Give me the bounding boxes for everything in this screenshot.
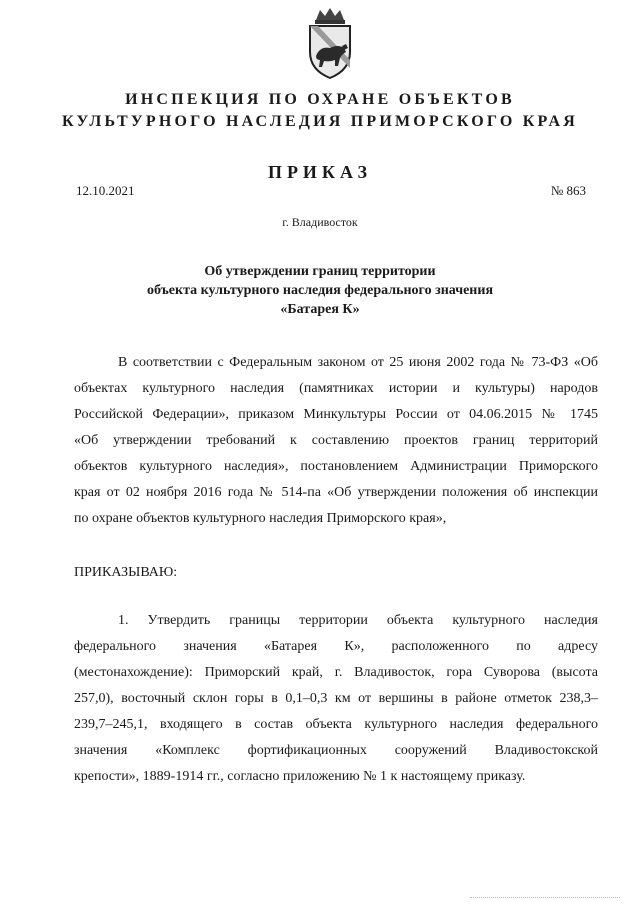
paragraph-line: В соответствии с Федеральным законом от 25 июня 2002 года № 73-ФЗ «Об	[118, 355, 598, 370]
paragraph-line: (местонахождение): Приморский край, г. Владивосток, гора Суворова (высота	[74, 665, 598, 680]
order-date: 12.10.2021	[76, 183, 135, 198]
paragraph-line: федерального значения «Батарея К», расположенного по адресу	[74, 639, 598, 654]
item-1-paragraph	[74, 608, 598, 790]
order-number: № 863	[550, 183, 586, 198]
scan-artifact-line	[470, 897, 620, 899]
paragraph-line: объектов культурного наследия», постановлением Администрации Приморского	[74, 459, 598, 474]
subject-line: объекта культурного наследия федерального значения	[146, 283, 494, 298]
preamble-paragraph	[74, 350, 598, 532]
paragraph-line: «Об утверждении требований к составлению проектов границ территорий	[74, 433, 598, 448]
paragraph-line: 1. Утвердить границы территории объекта культурного наследия	[118, 613, 598, 628]
paragraph-line: Российской Федерации», приказом Минкультуры России от 04.06.2015 № 1745	[74, 407, 598, 422]
coat-of-arms-tiger-icon	[302, 6, 358, 80]
directive-word: ПРИКАЗЫВАЮ:	[74, 565, 178, 580]
subject-line: Об утверждении границ территории	[204, 264, 436, 279]
order-city: г. Владивосток	[282, 215, 358, 229]
organization-name-line2: КУЛЬТУРНОГО НАСЛЕДИЯ ПРИМОРСКОГО КРАЯ	[62, 113, 578, 130]
paragraph-line: значения «Комплекс фортификационных сооружений Владивостокской	[74, 743, 598, 758]
paragraph-line: 257,0), восточный склон горы в 0,1–0,3 км от вершины в районе отметок 238,3–	[74, 691, 598, 706]
order-title: ПРИКАЗ	[267, 162, 373, 182]
subject-line: «Батарея К»	[280, 302, 360, 317]
paragraph-line: объектах культурного наследия (памятниках истории и культуры) народов	[74, 381, 598, 396]
paragraph-line: 239,7–245,1, входящего в состав объекта культурного наследия федерального	[74, 717, 598, 732]
organization-name-line1: ИНСПЕКЦИЯ ПО ОХРАНЕ ОБЪЕКТОВ	[125, 91, 515, 108]
paragraph-line: крепости», 1889-1914 гг., согласно приложению № 1 к настоящему приказу.	[74, 769, 526, 784]
paragraph-line: края от 02 ноября 2016 года № 514-па «Об утверждении положения об инспекции	[74, 485, 598, 500]
paragraph-line: по охране объектов культурного наследия Приморского края»,	[74, 511, 447, 526]
order-subject	[0, 262, 640, 319]
